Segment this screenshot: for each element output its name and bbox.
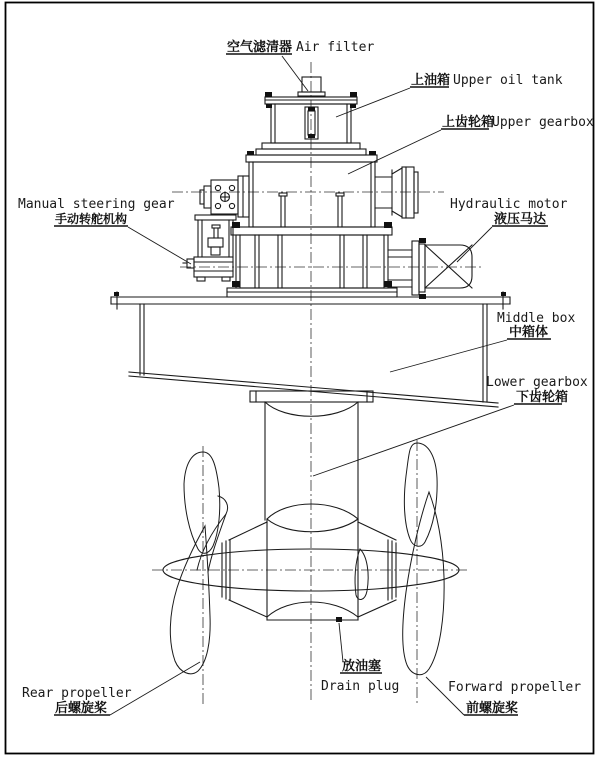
gearbox-output-flange [375, 167, 418, 218]
middle-box-label-en: Middle box [497, 311, 576, 326]
upper-oil-tank-leader [336, 88, 410, 117]
drain-plug-label-zh: 放油塞 [342, 658, 382, 673]
upper-oil-tank-label-en: Upper oil tank [453, 73, 563, 88]
upper-gearbox-leader [348, 130, 441, 174]
drain-plug-leader [339, 623, 343, 662]
centerlines [152, 62, 482, 704]
middle-box-leader [390, 340, 507, 372]
upper-gearbox-label-zh: 上齿轮箱 [442, 114, 495, 129]
hydraulic-motor-label-en: Hydraulic motor [450, 197, 568, 212]
manual-steering-leader [128, 227, 191, 264]
forward-propeller-label-zh: 前螺旋桨 [466, 700, 519, 715]
labels [18, 39, 594, 715]
upper-gearbox-part [246, 155, 377, 227]
hydraulic-motor-leader [457, 227, 492, 262]
air-filter-label-en: Air filter [296, 40, 375, 55]
bolt-marks [114, 92, 506, 622]
deck-mounting-plate [111, 292, 510, 309]
lower-gearbox-leader [313, 405, 514, 476]
upper-gearbox-label-en: Upper gearbox [492, 115, 594, 130]
hydraulic-motor-label-zh: 液压马达 [494, 211, 547, 226]
air-filter-label-zh: 空气滤清器 [227, 39, 293, 54]
upper-oil-tank-label-zh: 上油箱 [411, 72, 451, 87]
middle-box-label-zh: 中箱体 [509, 324, 549, 339]
lower-gearbox-label-en: Lower gearbox [486, 375, 588, 390]
drain-plug-mark [336, 617, 342, 622]
manual-steering-label-en: Manual steering gear [18, 197, 175, 212]
rear-propeller-part [170, 452, 227, 674]
steering-section-part [227, 227, 397, 297]
steering-pump-part [200, 176, 249, 217]
hydraulic-motor-part [388, 241, 472, 295]
air-filter-part [298, 77, 325, 96]
manual-steering-label-zh: 手动转舵机构 [55, 212, 128, 226]
forward-propeller-part [355, 443, 444, 675]
rear-propeller-label-en: Rear propeller [22, 686, 132, 701]
air-filter-leader [282, 56, 308, 91]
forward-propeller-label-en: Forward propeller [448, 680, 582, 695]
manual-steering-gear-part [183, 215, 236, 281]
lower-gearbox-label-zh: 下齿轮箱 [516, 389, 569, 404]
rear-propeller-label-zh: 后螺旋桨 [55, 700, 108, 715]
drain-plug-label-en: Drain plug [321, 679, 400, 694]
strut-column-part [250, 391, 373, 520]
